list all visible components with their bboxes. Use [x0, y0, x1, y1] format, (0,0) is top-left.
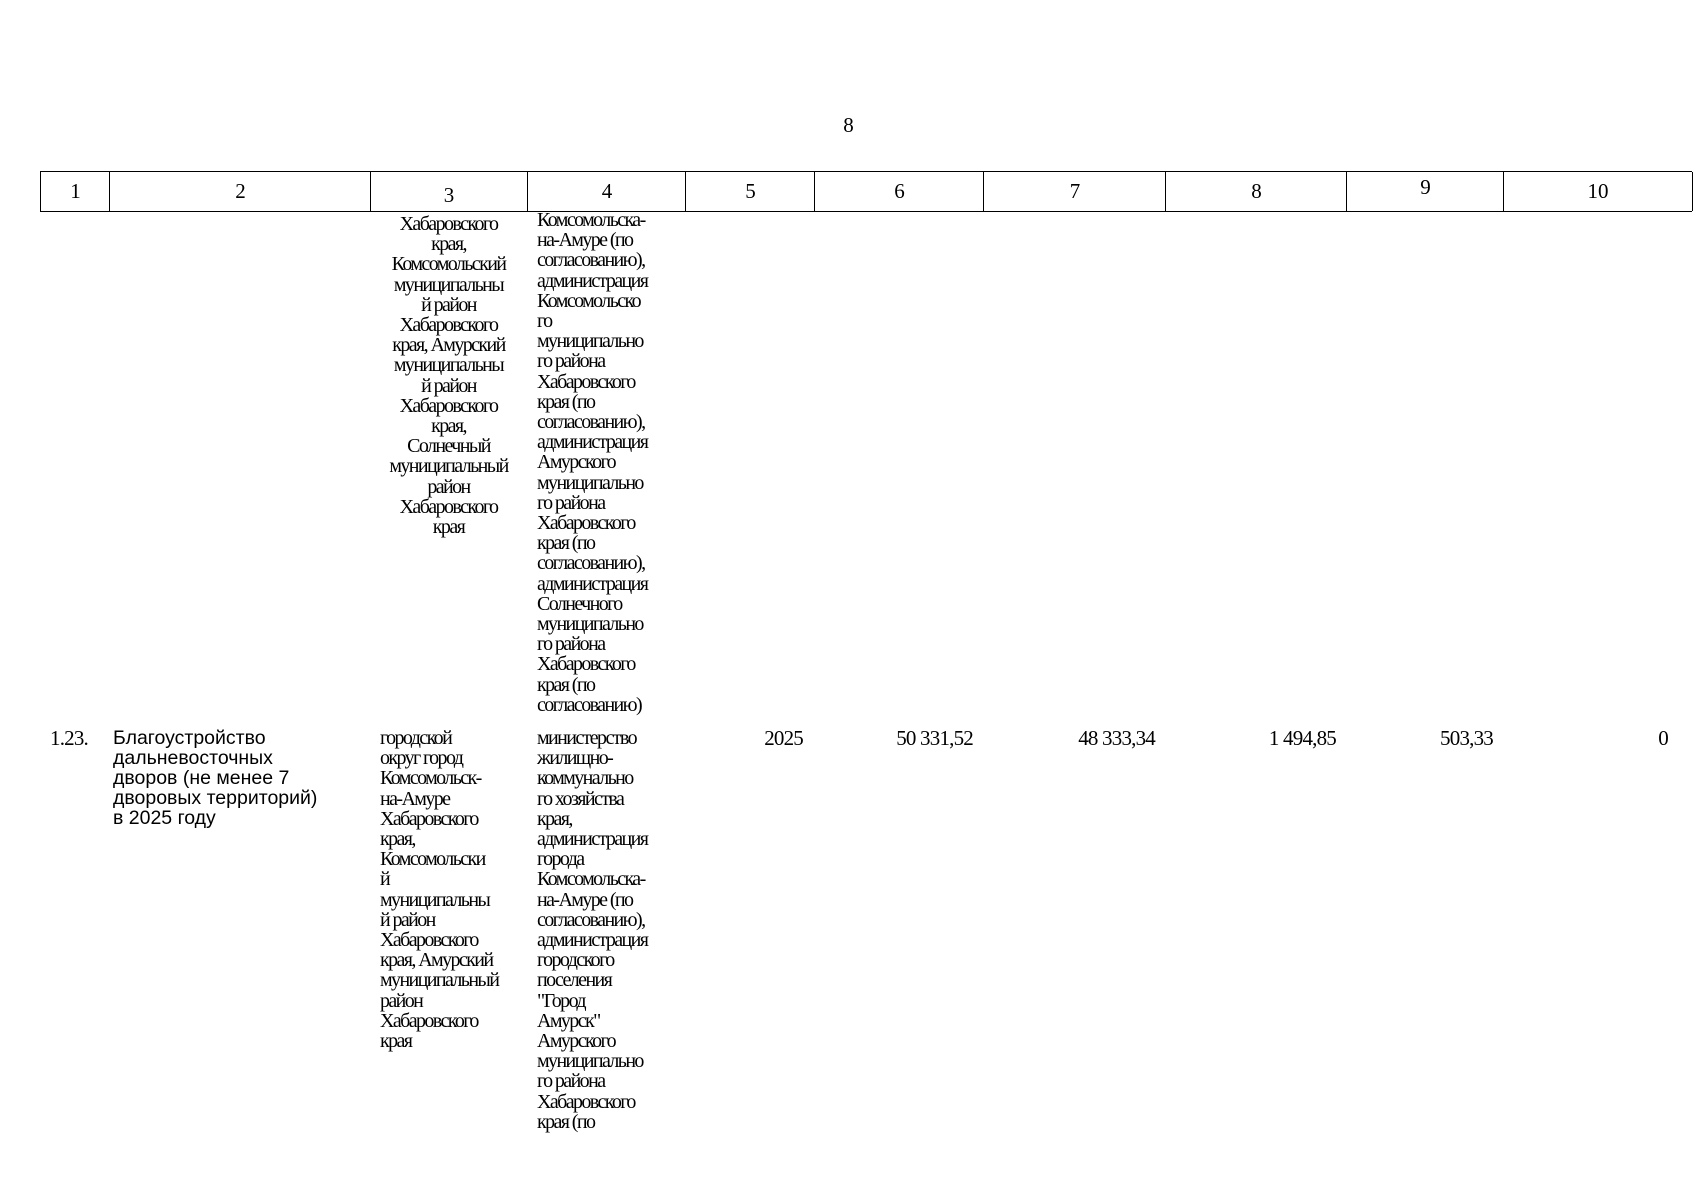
- text-line: края (по: [537, 673, 595, 696]
- header-col-7: 7: [983, 172, 1166, 211]
- text-line: города: [537, 848, 584, 871]
- row-col4: [537, 728, 687, 1132]
- row-number: 1.23.: [50, 726, 89, 750]
- header-col-8: 8: [1165, 172, 1347, 211]
- text-line: поселения: [537, 969, 612, 992]
- text-line: муниципально: [537, 1050, 643, 1073]
- text-line: го района: [537, 633, 605, 656]
- text-line: й район: [380, 908, 435, 931]
- text-line: Хабаровского: [537, 1090, 635, 1113]
- text-line: края,: [380, 828, 415, 851]
- header-col-4: 4: [527, 172, 686, 211]
- text-line: дворовых территорий): [113, 787, 318, 809]
- header-col-6: 6: [814, 172, 984, 211]
- text-line: администрация: [537, 269, 648, 292]
- text-line: го района: [537, 350, 605, 373]
- text-line: Амурск": [537, 1009, 600, 1032]
- text-line: на-Амуре (по: [537, 229, 633, 252]
- text-line: администрация: [537, 431, 648, 454]
- text-line: согласованию),: [537, 552, 645, 575]
- header-col-1: 1: [40, 172, 110, 211]
- text-line: округ город: [380, 747, 463, 770]
- text-line: администрация: [537, 572, 648, 595]
- text-line: Хабаровского: [380, 929, 478, 952]
- text-line: муниципально: [537, 471, 643, 494]
- row-col8-value: 1 494,85: [1268, 726, 1336, 750]
- text-line: края,: [431, 233, 466, 256]
- row-col10-value: 0: [1658, 726, 1668, 750]
- text-line: согласованию),: [537, 411, 645, 434]
- text-line: й район: [421, 374, 476, 397]
- text-line: муниципальный: [380, 969, 499, 992]
- page-number: 8: [843, 113, 854, 137]
- text-line: Хабаровского: [537, 370, 635, 393]
- text-line: Комсомольско: [537, 289, 640, 312]
- text-line: Благоустройство: [113, 727, 266, 749]
- text-line: на-Амуре (по: [537, 888, 633, 911]
- text-line: район: [427, 475, 470, 498]
- text-line: "Город: [537, 989, 585, 1012]
- text-line: Хабаровского: [537, 512, 635, 535]
- header-col-2: 2: [109, 172, 371, 211]
- text-line: городской: [380, 727, 452, 749]
- text-line: Хабаровского: [380, 807, 478, 830]
- text-line: Хабаровского: [399, 394, 498, 417]
- text-line: Амурского: [537, 451, 615, 474]
- text-line: края (по: [537, 390, 595, 413]
- text-line: городского: [537, 949, 614, 972]
- text-line: на-Амуре: [380, 787, 450, 810]
- text-line: Хабаровского: [399, 495, 498, 518]
- text-line: го района: [537, 1070, 605, 1093]
- text-line: Комсомольский: [391, 253, 506, 276]
- text-line: края,: [431, 415, 466, 438]
- text-line: го: [537, 310, 552, 333]
- text-line: согласованию): [537, 693, 642, 716]
- text-line: в 2025 году: [113, 807, 216, 829]
- text-line: Комсомольски: [380, 848, 485, 871]
- row-col9-value: 503,33: [1440, 726, 1493, 750]
- text-line: администрация: [537, 929, 648, 952]
- continuation-col3: [370, 214, 527, 537]
- text-line: Комсомольска-: [537, 868, 645, 891]
- text-line: края,: [537, 807, 572, 830]
- text-line: Хабаровского: [537, 653, 635, 676]
- row-col6-value: 50 331,52: [896, 726, 973, 750]
- continuation-col4: [537, 210, 687, 715]
- text-line: края (по: [537, 1110, 595, 1133]
- header-col-9: 9: [1346, 172, 1504, 211]
- text-line: го района: [537, 491, 605, 514]
- text-line: Солнечного: [537, 592, 622, 615]
- text-line: согласованию),: [537, 249, 645, 272]
- text-line: Хабаровского: [399, 314, 498, 337]
- row-name: [113, 728, 363, 828]
- row-col3: [380, 728, 530, 1051]
- text-line: края: [432, 516, 465, 539]
- text-line: муниципальны: [393, 354, 504, 377]
- text-line: жилищно-: [537, 747, 613, 770]
- text-line: й район: [421, 293, 476, 316]
- text-line: Солнечный: [407, 435, 490, 458]
- text-line: согласованию),: [537, 908, 645, 931]
- text-line: края, Амурский: [392, 334, 505, 357]
- text-line: Амурского: [537, 1030, 615, 1053]
- text-line: Комсомольск-: [380, 767, 481, 790]
- text-line: коммунально: [537, 767, 633, 790]
- row-col7-value: 48 333,34: [1078, 726, 1155, 750]
- row-col5-year: 2025: [764, 726, 803, 750]
- text-line: муниципальны: [380, 888, 490, 911]
- text-line: район: [380, 989, 423, 1012]
- text-line: муниципальны: [393, 273, 504, 296]
- text-line: муниципально: [537, 613, 643, 636]
- text-line: края, Амурский: [380, 949, 493, 972]
- text-line: дворов (не менее 7: [113, 767, 290, 789]
- text-line: дальневосточных: [113, 747, 273, 769]
- header-col-5: 5: [685, 172, 815, 211]
- text-line: края (по: [537, 532, 595, 555]
- header-col-10: 10: [1503, 172, 1693, 211]
- text-line: муниципальный: [389, 455, 508, 478]
- text-line: администрация: [537, 828, 648, 851]
- text-line: края: [380, 1030, 412, 1053]
- text-line: Комсомольска-: [537, 209, 645, 231]
- text-line: Хабаровского: [380, 1009, 478, 1032]
- header-col-3: 3: [370, 172, 527, 211]
- text-line: муниципально: [537, 330, 643, 353]
- text-line: го хозяйства: [537, 787, 624, 810]
- text-line: Хабаровского: [399, 213, 498, 235]
- table-header-row: [40, 171, 1692, 212]
- text-line: й: [380, 868, 390, 891]
- text-line: министерство: [537, 727, 636, 749]
